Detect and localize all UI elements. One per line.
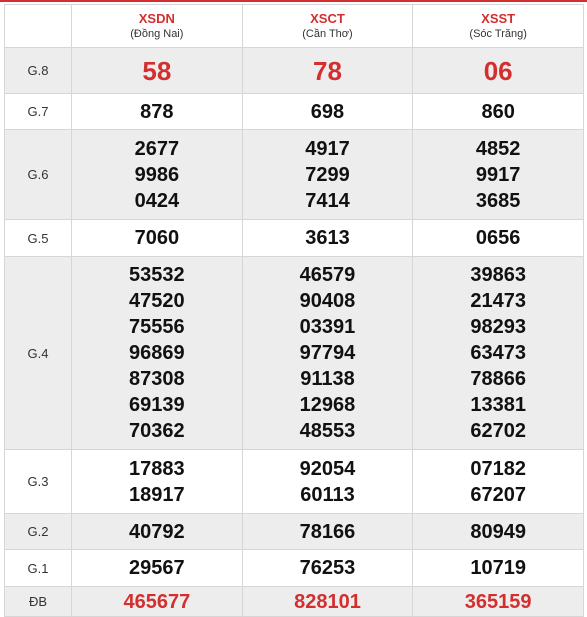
result-number: 9917 — [475, 163, 521, 186]
station-province: (Đồng Nai) — [130, 28, 184, 40]
result-number: 7060 — [134, 227, 180, 249]
result-number: 828101 — [294, 590, 361, 613]
result-cell — [72, 130, 243, 220]
prize-row — [5, 220, 584, 257]
result-number: 878 — [140, 100, 174, 123]
station-province: (Cần Thơ) — [302, 28, 353, 40]
prize-label: G.1 — [5, 550, 72, 587]
result-cell — [72, 587, 243, 617]
result-number: 60113 — [300, 483, 355, 506]
result-cell — [413, 514, 584, 550]
result-number: 12968 — [299, 394, 356, 416]
result-number: 39863 — [470, 264, 526, 286]
result-cell — [72, 257, 243, 450]
prize-label: G.7 — [5, 94, 72, 130]
result-number: 78166 — [299, 520, 356, 543]
prize-label: G.5 — [5, 220, 72, 257]
result-number: 90408 — [299, 290, 356, 312]
result-number: 0424 — [134, 189, 180, 212]
prize-row — [5, 130, 584, 220]
result-number: 7299 — [305, 163, 350, 186]
result-number: 03391 — [299, 316, 356, 338]
result-cell — [413, 257, 584, 450]
result-number: 58 — [142, 55, 172, 86]
result-cell — [242, 587, 413, 617]
result-cell — [413, 130, 584, 220]
result-cell — [242, 514, 413, 550]
result-number: 17883 — [129, 457, 185, 480]
result-cell — [72, 550, 243, 587]
station-province: (Sóc Trăng) — [469, 28, 527, 40]
result-number: 97794 — [299, 342, 356, 364]
result-number: 2677 — [134, 137, 180, 160]
prize-row — [5, 514, 584, 550]
result-number: 29567 — [129, 557, 185, 579]
result-number: 46579 — [299, 264, 356, 286]
result-cell — [242, 550, 413, 587]
station-header-xsdn[interactable] — [72, 5, 243, 48]
station-header-xsst[interactable] — [413, 5, 584, 48]
result-number: 91138 — [300, 368, 355, 390]
result-number: 10719 — [470, 557, 526, 579]
result-number: 06 — [483, 55, 513, 86]
result-number: 698 — [310, 100, 345, 123]
prize-label: G.6 — [5, 130, 72, 220]
result-number: 78866 — [470, 368, 526, 390]
prize-label: G.8 — [5, 48, 72, 94]
result-cell — [72, 48, 243, 94]
top-accent-bar — [0, 0, 587, 2]
result-cell — [242, 48, 413, 94]
station-code[interactable]: XSDN — [138, 11, 175, 26]
result-cell — [242, 130, 413, 220]
station-code[interactable]: XSST — [481, 11, 516, 26]
result-cell — [413, 587, 584, 617]
result-number: 62702 — [470, 420, 526, 442]
result-number: 7414 — [305, 189, 350, 212]
result-number: 4917 — [305, 137, 350, 160]
prize-row — [5, 257, 584, 450]
result-cell — [242, 450, 413, 514]
header-corner — [5, 5, 72, 48]
result-number: 92054 — [299, 457, 356, 480]
result-number: 75556 — [129, 316, 185, 338]
prize-row — [5, 94, 584, 130]
result-number: 21473 — [470, 290, 526, 312]
result-cell — [413, 450, 584, 514]
result-number: 4852 — [475, 137, 521, 160]
result-number: 40792 — [129, 520, 185, 543]
result-number: 0656 — [475, 227, 521, 249]
result-cell — [72, 94, 243, 130]
result-number: 98293 — [470, 316, 526, 338]
result-number: 13381 — [470, 394, 526, 416]
result-cell — [242, 94, 413, 130]
result-number: 18917 — [129, 483, 185, 506]
result-number: 48553 — [299, 420, 356, 442]
result-cell — [413, 220, 584, 257]
result-number: 87308 — [129, 368, 185, 390]
prize-label: G.2 — [5, 514, 72, 550]
result-cell — [242, 257, 413, 450]
result-number: 78 — [313, 55, 342, 86]
result-number: 47520 — [129, 290, 185, 312]
result-number: 76253 — [299, 557, 356, 579]
header-row — [5, 5, 584, 48]
result-number: 465677 — [123, 590, 191, 613]
result-cell — [72, 514, 243, 550]
result-number: 69139 — [129, 394, 185, 416]
prize-row — [5, 550, 584, 587]
result-number: 53532 — [129, 264, 185, 286]
result-number: 860 — [481, 100, 515, 123]
result-cell — [242, 220, 413, 257]
prize-row — [5, 450, 584, 514]
prize-rows — [5, 48, 584, 617]
prize-label: G.3 — [5, 450, 72, 514]
result-number: 67207 — [470, 483, 526, 506]
prize-row — [5, 48, 584, 94]
result-number: 96869 — [129, 342, 185, 364]
prize-label: G.4 — [5, 257, 72, 450]
station-header-xsct[interactable] — [242, 5, 413, 48]
result-cell — [72, 220, 243, 257]
station-code[interactable]: XSCT — [310, 11, 345, 26]
prize-label: ĐB — [5, 587, 72, 617]
result-number: 70362 — [129, 420, 185, 442]
prize-row — [5, 587, 584, 617]
result-cell — [413, 94, 584, 130]
result-number: 3685 — [475, 189, 521, 212]
result-number: 63473 — [470, 342, 526, 364]
result-number: 365159 — [464, 590, 532, 613]
result-cell — [413, 550, 584, 587]
result-number: 3613 — [305, 227, 350, 249]
lottery-results-table — [4, 4, 584, 617]
result-number: 80949 — [470, 520, 526, 543]
result-number: 9986 — [134, 163, 180, 186]
result-cell — [72, 450, 243, 514]
result-number: 07182 — [470, 457, 526, 480]
result-cell — [413, 48, 584, 94]
